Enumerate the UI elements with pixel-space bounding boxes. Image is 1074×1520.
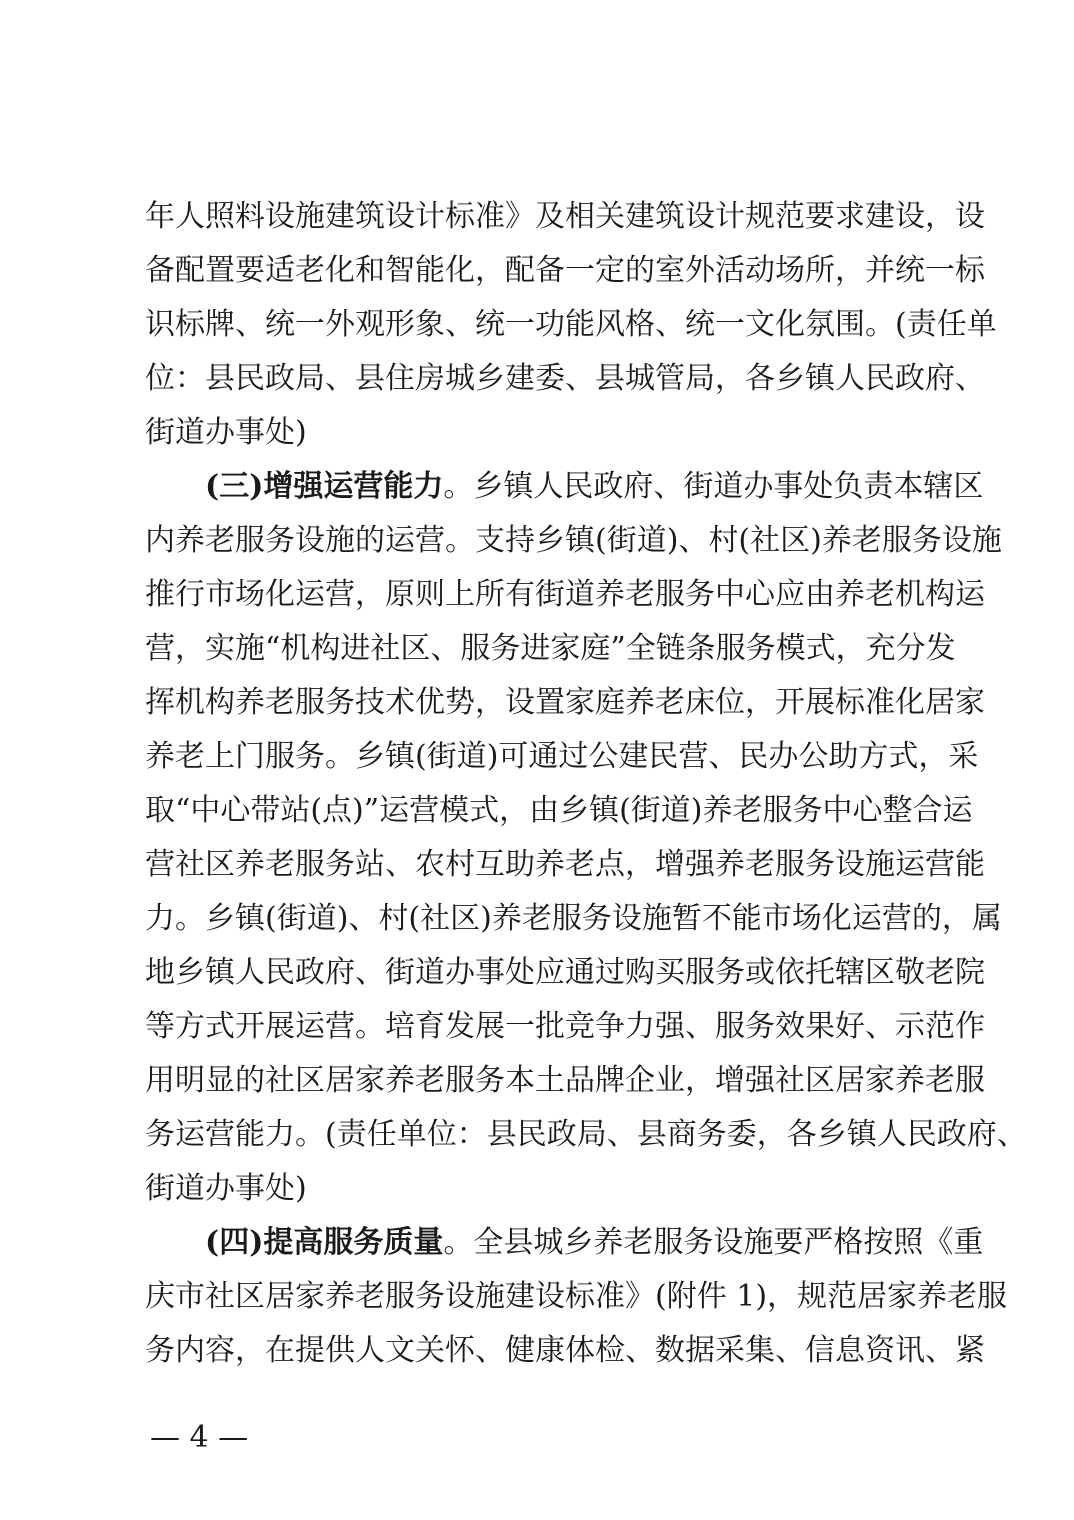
text-span: 。乡镇人民政府、街道办事处负责本辖区	[443, 469, 984, 504]
text-line: 地乡镇人民政府、街道办事处应通过购买服务或依托辖区敬老院	[145, 955, 985, 990]
text-line: 营社区养老服务站、农村互助养老点，增强养老服务设施运营能	[145, 847, 985, 882]
text-line: 备配置要适老化和智能化，配备一定的室外活动场所，并统一标	[145, 253, 985, 288]
section-heading: (三)增强运营能力	[205, 469, 444, 504]
text-line: 庆市社区居家养老服务设施建设标准》(附件 1)，规范居家养老服	[145, 1279, 1008, 1314]
text-line: 识标牌、统一外观形象、统一功能风格、统一文化氛围。(责任单	[145, 307, 997, 342]
text-line: 街道办事处)	[145, 1171, 307, 1206]
section-first-line	[205, 460, 984, 514]
text-line: 用明显的社区居家养老服务本土品牌企业，增强社区居家养老服	[145, 1063, 985, 1098]
section-heading: (四)提高服务质量	[205, 1225, 444, 1260]
text-line: 推行市场化运营，原则上所有街道养老服务中心应由养老机构运	[145, 577, 985, 612]
text-line: 年人照料设施建筑设计标准》及相关建筑设计规范要求建设，设	[145, 199, 985, 234]
section-first-line	[205, 1216, 984, 1270]
text-line: 等方式开展运营。培育发展一批竞争力强、服务效果好、示范作	[145, 1009, 985, 1044]
text-line: 营，实施“机构进社区、服务进家庭”全链条服务模式，充分发	[145, 631, 956, 666]
text-line: 内养老服务设施的运营。支持乡镇(街道)、村(社区)养老服务设施	[145, 523, 1002, 558]
text-line: 力。乡镇(街道)、村(社区)养老服务设施暂不能市场化运营的，属	[145, 901, 1002, 936]
text-line: 位：县民政局、县住房城乡建委、县城管局，各乡镇人民政府、	[145, 361, 985, 396]
text-line: 务内容，在提供人文关怀、健康体检、数据采集、信息资讯、紧	[145, 1333, 985, 1368]
text-line: 街道办事处)	[145, 415, 307, 450]
text-line: 养老上门服务。乡镇(街道)可通过公建民营、民办公助方式，采	[145, 739, 979, 774]
text-line: 挥机构养老服务技术优势，设置家庭养老床位，开展标准化居家	[145, 685, 985, 720]
text-span: 。全县城乡养老服务设施要严格按照《重	[443, 1225, 984, 1260]
text-line: 务运营能力。(责任单位：县民政局、县商务委，各乡镇人民政府、	[145, 1117, 1027, 1152]
text-line: 取“中心带站(点)”运营模式，由乡镇(街道)养老服务中心整合运	[145, 793, 973, 828]
page-number: — 4 —	[150, 1420, 249, 1455]
